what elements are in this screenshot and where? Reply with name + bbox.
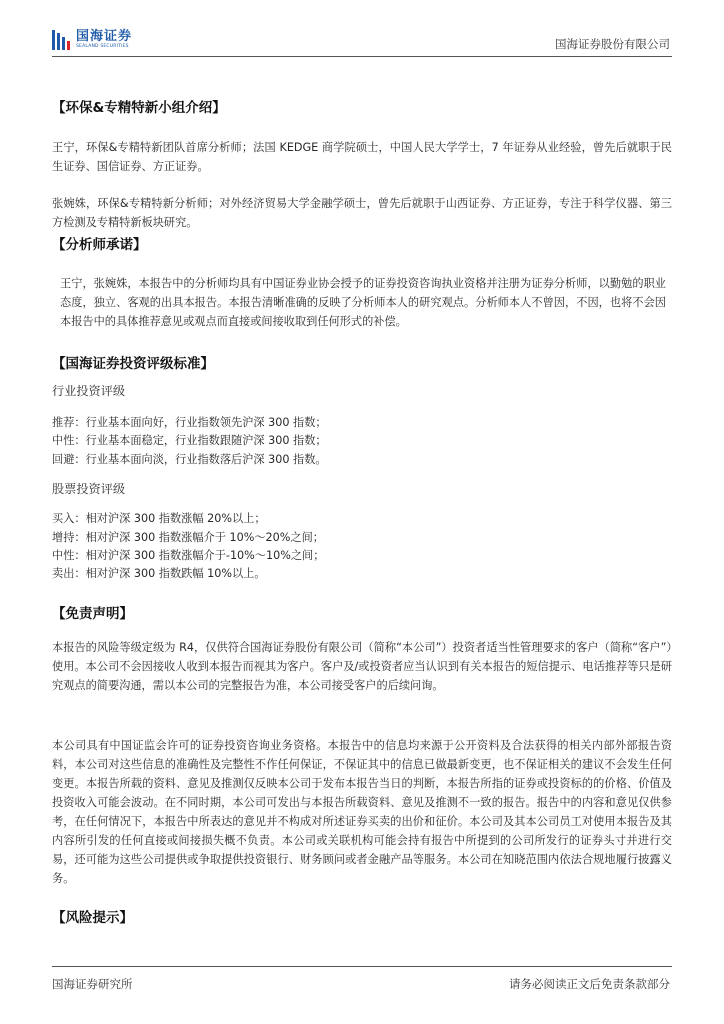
stock-rating-line: 买入：相对沪深 300 指数涨幅 20%以上； [52,512,266,525]
footer-institute: 国海证券研究所 [52,977,133,991]
logo-english-text: SEALAND SECURITIES [76,44,129,50]
commitment-section-title: 【分析师承诺】 [52,237,147,253]
stock-rating-line: 增持：相对沪深 300 指数涨幅介于 10%～20%之间； [52,531,324,544]
page-header [0,0,724,60]
header-company-name: 国海证券股份有限公司 [555,37,670,51]
company-logo [52,30,132,50]
risk-section-title: 【风险提示】 [52,910,133,926]
rating-section-title: 【国海证券投资评级标准】 [52,356,214,372]
industry-rating-title: 行业投资评级 [52,384,126,398]
stock-rating-line: 中性：相对沪深 300 指数涨幅介于-10%～10%之间； [52,549,325,562]
logo-chinese-text: 国海证券 [76,29,133,45]
commitment-paragraph: 王宁，张婉姝，本报告中的分析师均具有中国证券业协会授予的证券投资咨询执业资格并注册为证券分析师，以勤勉的职业态度，独立、客观的出具本报告。本报告清晰准确的反映了分析师本人的研究观点。分析师本人不曾因，不因，也将不会因本报告中的具体推荐意见或观点而直接或间接收取到任何形式的补偿。 [60,277,666,328]
disclaimer-section-title: 【免责声明】 [52,606,133,622]
stock-rating-title: 股票投资评级 [52,482,126,496]
footer-disclaimer-note: 请务必阅读正文后免责条款部分 [509,977,670,991]
team-analyst-2-bio: 张婉姝，环保&专精特新分析师；对外经济贸易大学金融学硕士，曾先后就职于山西证券、方正证券，专注于科学仪器、第三方检测及专精特新板块研究。 [52,197,672,229]
header-divider [52,56,672,57]
industry-rating-line: 回避：行业基本面向淡，行业指数落后沪深 300 指数。 [52,453,327,466]
industry-rating-line: 推荐：行业基本面向好，行业指数领先沪深 300 指数； [52,416,327,429]
disclaimer-paragraph-1: 本报告的风险等级定级为 R4，仅供符合国海证券股份有限公司（简称“本公司”）投资者适当性管理要求的客户（简称“客户”）使用。本公司不会因接收人收到本报告而视其为客户。客户及/或投资者应当认识到有关本报告的短信提示、电话推荐等只是研究观点的简要沟通，需以本公司的完整报告为准，本公司接受客户的后续问询。 [52,641,672,692]
stock-rating-line: 卖出：相对沪深 300 指数跌幅 10%以上。 [52,567,266,580]
disclaimer-paragraph-2: 本公司具有中国证监会许可的证券投资咨询业务资格。本报告中的信息均来源于公开资料及合法获得的相关内部外部报告资料，本公司对这些信息的准确性及完整性不作任何保证，不保证其中的信息已做最新变更，也不保证相关的建议不会发生任何变更。本报告所载的资料、意见及推测仅反映本公司于发布本报告当日的判断，本报告所指的证券或投资标的的价格、价值及投资收入可能会波动。在不同时期，本公司可发出与本报告所载资料、意见及推测不一致的报告。报告中的内容和意见仅供参考，在任何情况下，本报告中所表达的意见并不构成对所述证券买卖的出价和征价。本公司及其本公司员工对使用本报告及其内容所引发的任何直接或间接损失概不负责。本公司或关联机构可能会持有报告中所提到的公司所发行的证券头寸并进行交易，还可能为这些公司提供或争取提供投资银行、财务顾问或者金融产品等服务。本公司在知晓范围内依法合规地履行披露义务。 [52,739,672,885]
footer-divider [52,966,672,967]
team-section-title: 【环保&专精特新小组介绍】 [52,100,226,116]
industry-rating-line: 中性：行业基本面稳定，行业指数跟随沪深 300 指数； [52,434,327,447]
logo-mark-icon [52,30,72,50]
team-analyst-1-bio: 王宁，环保&专精特新团队首席分析师；法国 KEDGE 商学院硕士，中国人民大学学士，7 年证券从业经验，曾先后就职于民生证券、国信证券、方正证券。 [52,141,672,173]
